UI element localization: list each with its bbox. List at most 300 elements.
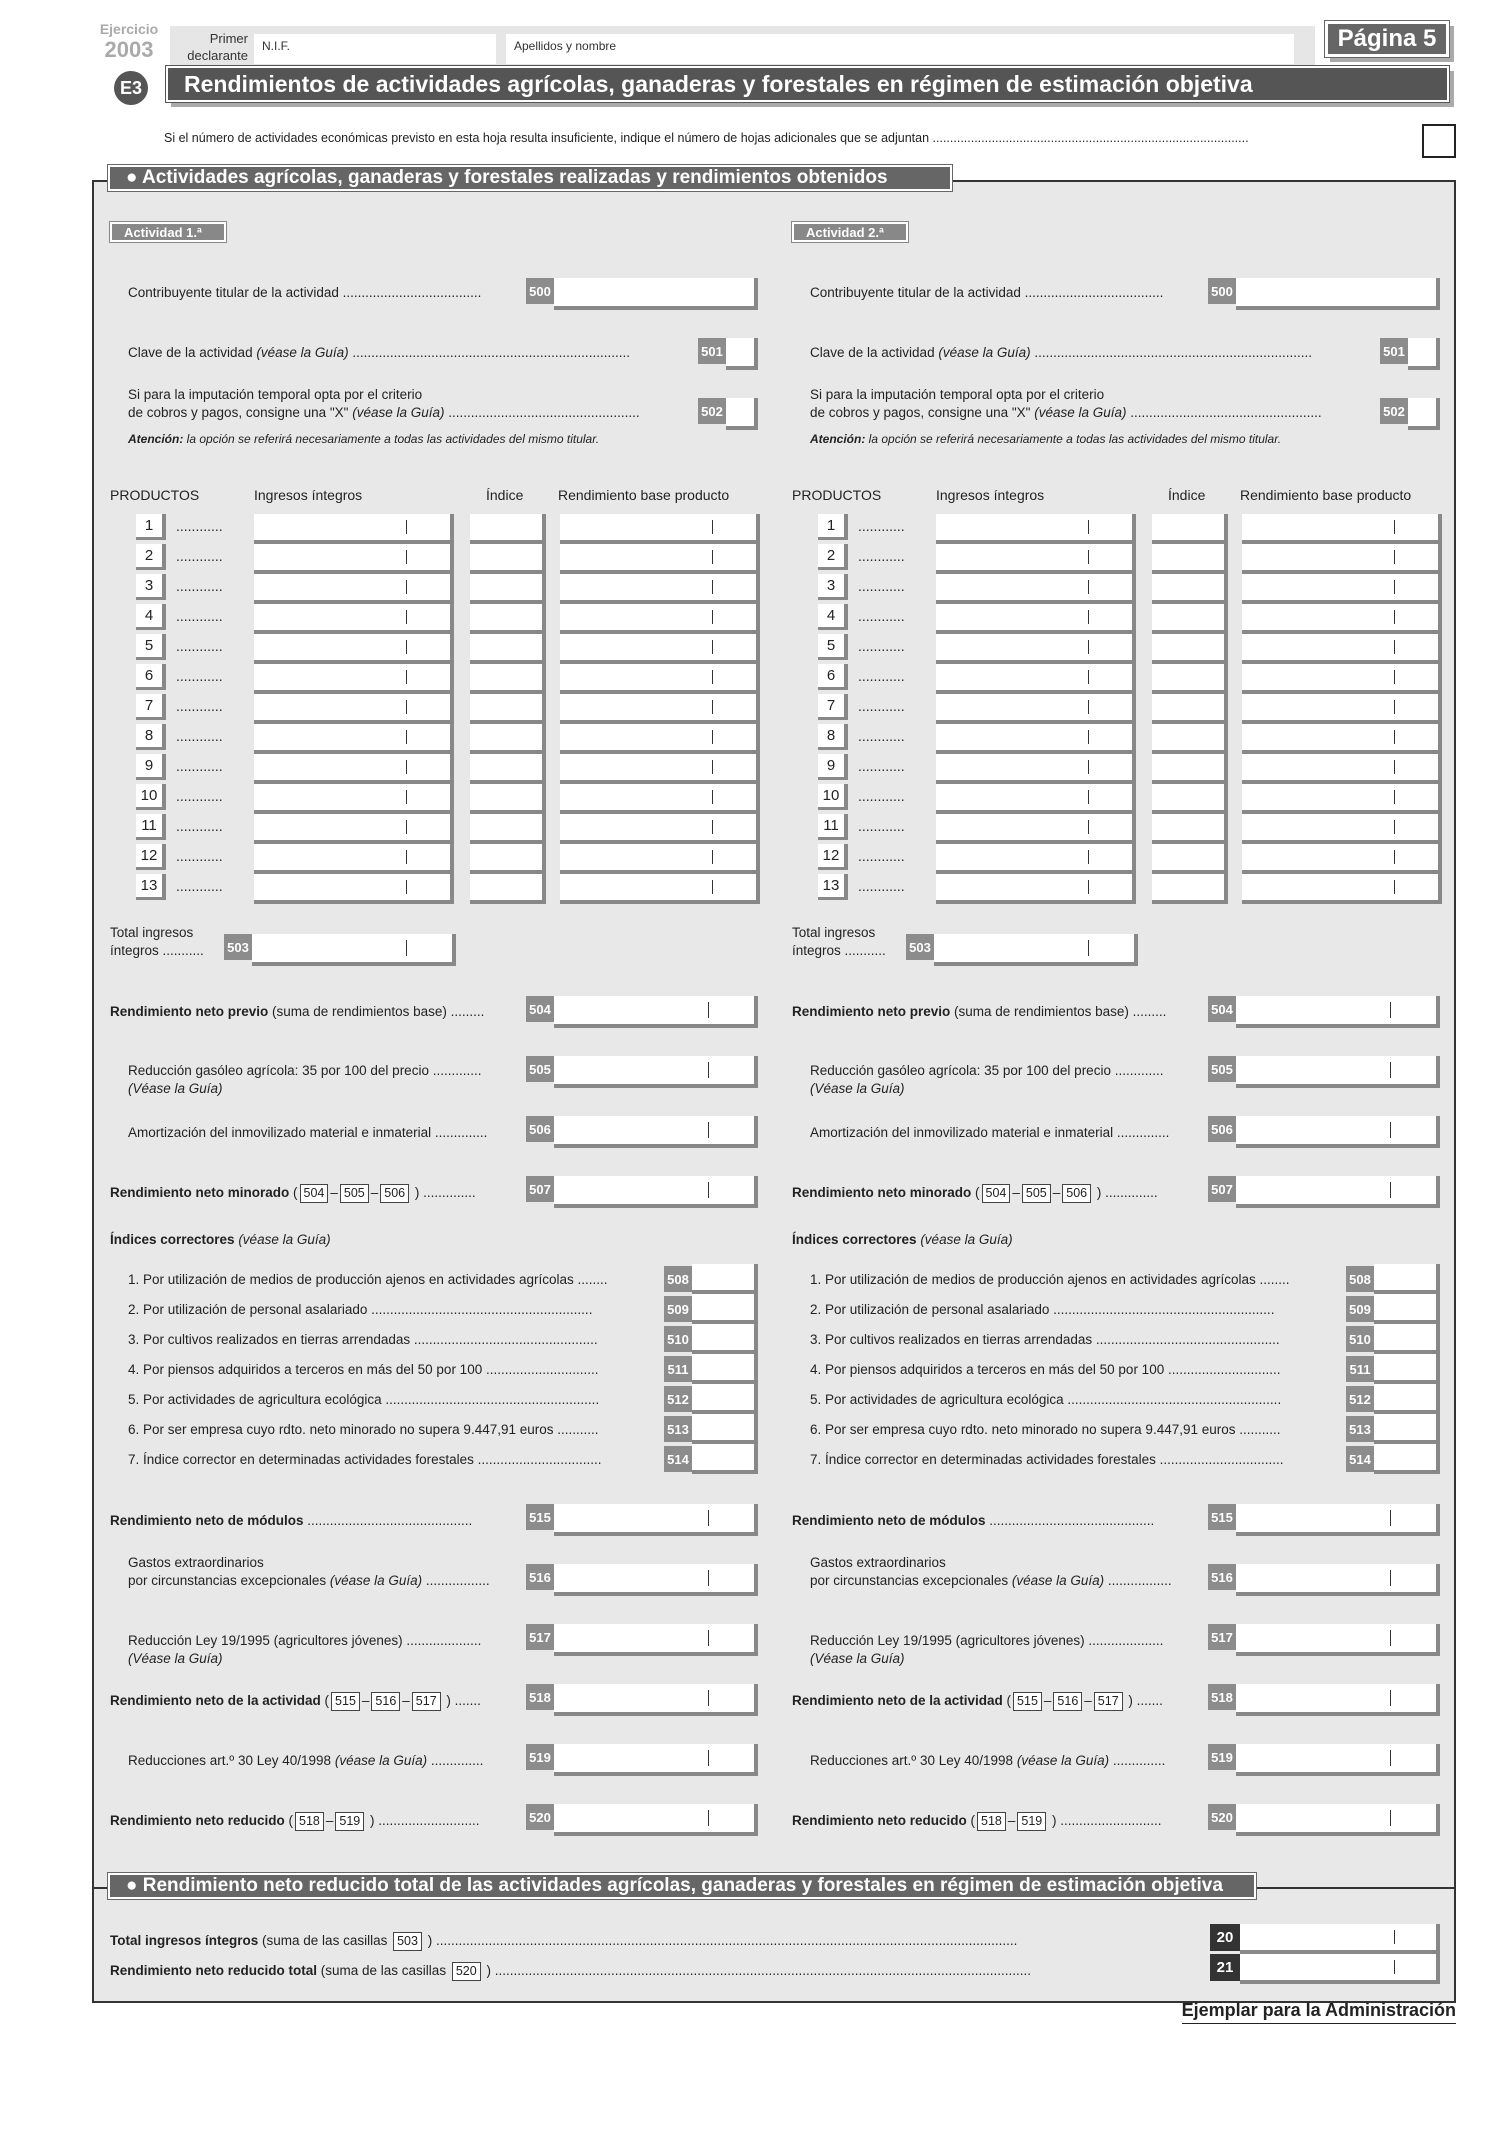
imputacion-label-2: de cobros y pagos, consigne una "X" (véase la Guía) ................................................... (128, 405, 640, 420)
activity-1-indice-row-6[interactable] (470, 664, 546, 694)
activity-1-rendimiento-row-13[interactable] (560, 874, 760, 904)
box-code-500: 500 (1208, 278, 1236, 304)
activity-1-ingresos-row-12[interactable] (254, 844, 454, 874)
product-number: 3 (818, 574, 848, 600)
activity-2-rendimiento-row-3[interactable] (1242, 574, 1442, 604)
product-name-dots: ............ (858, 518, 905, 534)
product-name-dots: ............ (858, 728, 905, 744)
activity-1-rendimiento-row-6[interactable] (560, 664, 760, 694)
activity-1-indice-row-4[interactable] (470, 604, 546, 634)
activity-1-indice-row-7[interactable] (470, 694, 546, 724)
activity-2-reducciones-field[interactable] (1236, 1744, 1440, 1776)
rendimiento-neto-reducido-label: Rendimiento neto reducido ( 518 – 519 ) ........................... (792, 1812, 1162, 1831)
activity-1-indice-corrector-5-field[interactable] (692, 1384, 758, 1414)
box-code-507: 507 (526, 1176, 554, 1202)
indice-corrector-label-5: 5. Por actividades de agricultura ecológica ......................................................... (128, 1392, 600, 1407)
activity-1-indice-row-9[interactable] (470, 754, 546, 784)
box-code-506: 506 (526, 1116, 554, 1142)
product-name-dots: ............ (176, 818, 223, 834)
reduccion-ley-label: Reducción Ley 19/1995 (agricultores jóvenes) .................... (810, 1633, 1164, 1648)
activity-2-ingresos-row-9[interactable] (936, 754, 1136, 784)
activity-2-rendimiento-row-4[interactable] (1242, 604, 1442, 634)
box-code-517: 517 (526, 1624, 554, 1650)
clave-label: Clave de la actividad (véase la Guía) .......................................................................... (810, 345, 1312, 360)
activity-1-indice-corrector-3-field[interactable] (692, 1324, 758, 1354)
page-number: Página 5 (1325, 21, 1449, 57)
product-name-dots: ............ (858, 698, 905, 714)
activity-2-rendimiento-modulos-field[interactable] (1236, 1504, 1440, 1536)
activity-1-indice-row-1[interactable] (470, 514, 546, 544)
indices-correctores-heading: Índices correctores (véase la Guía) (110, 1232, 331, 1247)
ref-503: 503 (393, 1932, 422, 1951)
product-number: 8 (818, 724, 848, 750)
apellidos-field[interactable] (506, 34, 1294, 64)
clave-label: Clave de la actividad (véase la Guía) .......................................................................... (128, 345, 630, 360)
vease-guia-note: (Véase la Guía) (128, 1081, 223, 1096)
box-code-510: 510 (664, 1326, 692, 1352)
titular-label: Contribuyente titular de la actividad ..................................... (810, 285, 1164, 300)
activity-2-rendimiento-row-6[interactable] (1242, 664, 1442, 694)
total-ingresos-label-2: íntegros ........... (110, 943, 204, 958)
box-code-517: 517 (1208, 1624, 1236, 1650)
activity-2-ingresos-row-4[interactable] (936, 604, 1136, 634)
total-section-title: ● Rendimiento neto reducido total de las actividades agrícolas, ganaderas y forestales en régimen de estimación objetiva (108, 1873, 1256, 1899)
product-name-dots: ............ (176, 638, 223, 654)
activity-1-rendimiento-row-3[interactable] (560, 574, 760, 604)
product-name-dots: ............ (176, 698, 223, 714)
activity-1-rendimiento-row-9[interactable] (560, 754, 760, 784)
activity-1-reduccion-ley-field[interactable] (554, 1624, 758, 1656)
gastos-extraordinarios-label-2: por circunstancias excepcionales (véase la Guía) ................. (128, 1573, 490, 1588)
atencion-note: Atención: la opción se referirá necesariamente a todas las actividades del mismo titular. (810, 432, 1282, 446)
rendimiento-neto-reducido-label: Rendimiento neto reducido ( 518 – 519 ) ........................... (110, 1812, 480, 1831)
product-name-dots: ............ (858, 758, 905, 774)
atencion-note: Atención: la opción se referirá necesariamente a todas las actividades del mismo titular. (128, 432, 600, 446)
box-code-512: 512 (1346, 1386, 1374, 1412)
box-code-506: 506 (1208, 1116, 1236, 1142)
amortizacion-label: Amortización del inmovilizado material e inmaterial .............. (128, 1125, 488, 1140)
product-number: 12 (136, 844, 166, 870)
activity-1-rendimiento-row-12[interactable] (560, 844, 760, 874)
activity-2-indice-corrector-6-field[interactable] (1374, 1414, 1440, 1444)
apellidos-label: Apellidos y nombre (514, 39, 617, 53)
box-code-520: 520 (1208, 1804, 1236, 1830)
box-code-513: 513 (664, 1416, 692, 1442)
product-number: 8 (136, 724, 166, 750)
activity-1-ingresos-row-6[interactable] (254, 664, 454, 694)
product-name-dots: ............ (176, 518, 223, 534)
activity-2-rendimiento-row-9[interactable] (1242, 754, 1442, 784)
product-number: 6 (818, 664, 848, 690)
box-code-504: 504 (1208, 996, 1236, 1022)
box-code-502: 502 (1380, 398, 1408, 424)
box-code-512: 512 (664, 1386, 692, 1412)
box-code-505: 505 (526, 1056, 554, 1082)
box-code-503: 503 (906, 934, 934, 960)
activity-2-rendimiento-row-10[interactable] (1242, 784, 1442, 814)
product-name-dots: ............ (176, 728, 223, 744)
product-number: 2 (136, 544, 166, 570)
ejercicio-label: Ejercicio (99, 21, 159, 37)
activity-2-reduccion-gasoleo-field[interactable] (1236, 1056, 1440, 1088)
activity-2-indice-row-6[interactable] (1152, 664, 1228, 694)
box-code-501: 501 (698, 338, 726, 364)
activity-2-indice-corrector-3-field[interactable] (1374, 1324, 1440, 1354)
product-name-dots: ............ (858, 818, 905, 834)
activity-2-rendimiento-row-13[interactable] (1242, 874, 1442, 904)
activity-2-indice-row-4[interactable] (1152, 604, 1228, 634)
activity-1-ingresos-row-7[interactable] (254, 694, 454, 724)
box-code-511: 511 (664, 1356, 692, 1382)
total-ingresos-label-1: Total ingresos (110, 925, 194, 940)
activity-2-indice-row-12[interactable] (1152, 844, 1228, 874)
box-code-514: 514 (664, 1446, 692, 1472)
product-name-dots: ............ (176, 608, 223, 624)
reducciones-label: Reducciones art.º 30 Ley 40/1998 (véase la Guía) .............. (128, 1753, 484, 1768)
indice-corrector-label-3: 3. Por cultivos realizados en tierras arrendadas ................................................. (810, 1332, 1280, 1347)
product-number: 10 (136, 784, 166, 810)
activity-1-indice-corrector-2-field[interactable] (692, 1294, 758, 1324)
activity-1-rendimiento-row-4[interactable] (560, 604, 760, 634)
product-number: 11 (818, 814, 848, 840)
footer-copy-label: Ejemplar para la Administración (1182, 2000, 1456, 2024)
activity-1-ingresos-row-4[interactable] (254, 604, 454, 634)
activity-1-indice-row-10[interactable] (470, 784, 546, 814)
box-code-518: 518 (1208, 1684, 1236, 1710)
box-code-505: 505 (1208, 1056, 1236, 1082)
activity-2-ingresos-row-7[interactable] (936, 694, 1136, 724)
activity-2-indice-row-8[interactable] (1152, 724, 1228, 754)
total-ingresos-label: Total ingresos íntegros (suma de las casillas 503 ) ........................................................................................................................................................... (110, 1932, 1017, 1951)
productos-header: PRODUCTOS (792, 487, 882, 503)
activity-2-indice-row-1[interactable] (1152, 514, 1228, 544)
product-number: 3 (136, 574, 166, 600)
activity-1-tab: Actividad 1.ª (110, 222, 226, 242)
activity-1-rendimiento-minorado-field[interactable] (554, 1176, 758, 1208)
total-rnr-field[interactable] (1240, 1954, 1440, 1984)
activity-2-total-ingresos-field[interactable] (934, 934, 1138, 966)
product-number: 2 (818, 544, 848, 570)
activity-2-rendimiento-row-7[interactable] (1242, 694, 1442, 724)
box-code-503: 503 (224, 934, 252, 960)
indice-corrector-label-4: 4. Por piensos adquiridos a terceros en más del 50 por 100 .............................. (810, 1362, 1281, 1377)
activity-1-indice-row-13[interactable] (470, 874, 546, 904)
activity-1-indice-corrector-4-field[interactable] (692, 1354, 758, 1384)
activity-1-rendimiento-row-5[interactable] (560, 634, 760, 664)
indice-header: Índice (486, 487, 524, 503)
product-name-dots: ............ (858, 608, 905, 624)
box-code-500: 500 (526, 278, 554, 304)
rendimiento-neto-actividad-label: Rendimiento neto de la actividad ( 515 – 516 – 517 ) ....... (792, 1692, 1163, 1711)
activity-1-total-ingresos-field[interactable] (252, 934, 456, 966)
box-code-519: 519 (526, 1744, 554, 1770)
indice-corrector-label-2: 2. Por utilización de personal asalariado ........................................................... (128, 1302, 593, 1317)
box-code-507: 507 (1208, 1176, 1236, 1202)
product-number: 6 (136, 664, 166, 690)
product-number: 4 (136, 604, 166, 630)
activity-2-indice-row-11[interactable] (1152, 814, 1228, 844)
activity-2-rendimiento-reducido-field[interactable] (1236, 1804, 1440, 1836)
activity-1-clave-field[interactable] (726, 338, 758, 370)
activity-1-titular-field[interactable] (554, 278, 758, 310)
activity-1-indice-row-8[interactable] (470, 724, 546, 754)
product-name-dots: ............ (176, 788, 223, 804)
ingresos-header: Ingresos íntegros (254, 487, 363, 503)
activity-1-ingresos-row-3[interactable] (254, 574, 454, 604)
indice-corrector-label-7: 7. Índice corrector en determinadas actividades forestales ................................. (128, 1452, 602, 1467)
page-title: Rendimientos de actividades agrícolas, ganaderas y forestales en régimen de estimación objetiva (166, 66, 1449, 102)
product-number: 13 (136, 874, 166, 900)
product-name-dots: ............ (858, 878, 905, 894)
activity-2-ingresos-row-3[interactable] (936, 574, 1136, 604)
product-name-dots: ............ (176, 848, 223, 864)
activity-1-ingresos-row-11[interactable] (254, 814, 454, 844)
product-number: 7 (136, 694, 166, 720)
reducciones-label: Reducciones art.º 30 Ley 40/1998 (véase la Guía) .............. (810, 1753, 1166, 1768)
box-code-516: 516 (1208, 1564, 1236, 1590)
box-code-520: 520 (526, 1804, 554, 1830)
vease-guia-note: (Véase la Guía) (810, 1651, 905, 1666)
total-ingresos-field[interactable] (1240, 1924, 1440, 1954)
amortizacion-label: Amortización del inmovilizado material e inmaterial .............. (810, 1125, 1170, 1140)
rendimiento-base-header: Rendimiento base producto (558, 487, 730, 503)
rendimiento-base-header: Rendimiento base producto (1240, 487, 1412, 503)
box-code-508: 508 (1346, 1266, 1374, 1292)
activity-2-ingresos-row-6[interactable] (936, 664, 1136, 694)
activity-2-indice-row-2[interactable] (1152, 544, 1228, 574)
box-code-504: 504 (526, 996, 554, 1022)
gastos-extraordinarios-label-1: Gastos extraordinarios (810, 1555, 946, 1570)
activity-1-gastos-extraordinarios-field[interactable] (554, 1564, 758, 1596)
activity-2-indice-row-13[interactable] (1152, 874, 1228, 904)
activity-2-indice-row-10[interactable] (1152, 784, 1228, 814)
activity-1-rendimiento-actividad-field[interactable] (554, 1684, 758, 1716)
rendimiento-neto-previo-label: Rendimiento neto previo (suma de rendimientos base) ......... (792, 1004, 1167, 1019)
product-name-dots: ............ (858, 848, 905, 864)
product-number: 12 (818, 844, 848, 870)
product-number: 4 (818, 604, 848, 630)
product-name-dots: ............ (858, 788, 905, 804)
activity-1-cobros-pagos-checkbox[interactable] (726, 398, 758, 430)
product-number: 9 (818, 754, 848, 780)
activity-2-titular-field[interactable] (1236, 278, 1440, 310)
product-name-dots: ............ (858, 578, 905, 594)
box-code-509: 509 (1346, 1296, 1374, 1322)
activity-1-ingresos-row-8[interactable] (254, 724, 454, 754)
box-code-519: 519 (1208, 1744, 1236, 1770)
imputacion-label-2: de cobros y pagos, consigne una "X" (véase la Guía) ................................................... (810, 405, 1322, 420)
primer-declarante-label: Primer declarante (187, 31, 248, 63)
activity-1-indice-row-2[interactable] (470, 544, 546, 574)
activity-1-ingresos-row-13[interactable] (254, 874, 454, 904)
activity-2-indice-corrector-7-field[interactable] (1374, 1444, 1440, 1474)
product-number: 5 (818, 634, 848, 660)
activity-1-reducciones-field[interactable] (554, 1744, 758, 1776)
activity-1-indice-row-5[interactable] (470, 634, 546, 664)
indices-correctores-heading: Índices correctores (véase la Guía) (792, 1232, 1013, 1247)
indice-corrector-label-4: 4. Por piensos adquiridos a terceros en más del 50 por 100 .............................. (128, 1362, 599, 1377)
indice-corrector-label-2: 2. Por utilización de personal asalariado ........................................................... (810, 1302, 1275, 1317)
activity-1-rendimiento-row-8[interactable] (560, 724, 760, 754)
box-code-513: 513 (1346, 1416, 1374, 1442)
activity-2-rendimiento-actividad-field[interactable] (1236, 1684, 1440, 1716)
activity-1-rendimiento-reducido-field[interactable] (554, 1804, 758, 1836)
activity-2-rendimiento-row-11[interactable] (1242, 814, 1442, 844)
indice-corrector-label-3: 3. Por cultivos realizados en tierras arrendadas ................................................. (128, 1332, 598, 1347)
indice-corrector-label-5: 5. Por actividades de agricultura ecológica ......................................................... (810, 1392, 1282, 1407)
activity-2-rendimiento-previo-field[interactable] (1236, 996, 1440, 1028)
product-name-dots: ............ (858, 548, 905, 564)
activity-2-ingresos-row-5[interactable] (936, 634, 1136, 664)
product-name-dots: ............ (176, 668, 223, 684)
section-code-badge: E3 (114, 71, 148, 105)
imputacion-label-1: Si para la imputación temporal opta por el criterio (128, 387, 423, 402)
activity-1-rendimiento-row-10[interactable] (560, 784, 760, 814)
activity-1-indice-row-11[interactable] (470, 814, 546, 844)
vease-guia-note: (Véase la Guía) (810, 1081, 905, 1096)
activity-2-ingresos-row-1[interactable] (936, 514, 1136, 544)
activity-1-indice-row-12[interactable] (470, 844, 546, 874)
activity-1-rendimiento-previo-field[interactable] (554, 996, 758, 1028)
reduccion-gasoleo-label: Reducción gasóleo agrícola: 35 por 100 del precio ............. (128, 1063, 482, 1078)
activity-2-rendimiento-minorado-field[interactable] (1236, 1176, 1440, 1208)
box-code-510: 510 (1346, 1326, 1374, 1352)
rendimiento-neto-modulos-label: Rendimiento neto de módulos ............................................ (792, 1513, 1155, 1528)
product-name-dots: ............ (176, 758, 223, 774)
box-code-516: 516 (526, 1564, 554, 1590)
activity-1-ingresos-row-1[interactable] (254, 514, 454, 544)
box-code-515: 515 (526, 1504, 554, 1530)
product-number: 9 (136, 754, 166, 780)
imputacion-label-1: Si para la imputación temporal opta por el criterio (810, 387, 1105, 402)
activity-1-rendimiento-row-7[interactable] (560, 694, 760, 724)
vease-guia-note: (Véase la Guía) (128, 1651, 223, 1666)
activity-2-ingresos-row-11[interactable] (936, 814, 1136, 844)
gastos-extraordinarios-label-1: Gastos extraordinarios (128, 1555, 264, 1570)
activity-2-rendimiento-row-1[interactable] (1242, 514, 1442, 544)
activity-1-ingresos-row-10[interactable] (254, 784, 454, 814)
box-code-508: 508 (664, 1266, 692, 1292)
activity-2-tab: Actividad 2.ª (792, 222, 908, 242)
titular-label: Contribuyente titular de la actividad ..................................... (128, 285, 482, 300)
activity-1-ingresos-row-5[interactable] (254, 634, 454, 664)
indice-corrector-label-7: 7. Índice corrector en determinadas actividades forestales ................................. (810, 1452, 1284, 1467)
indice-corrector-label-1: 1. Por utilización de medios de producción ajenos en actividades agrícolas ........ (810, 1272, 1290, 1287)
nif-label: N.I.F. (262, 39, 291, 53)
total-ingresos-label-1: Total ingresos (792, 925, 876, 940)
activity-1-amortizacion-field[interactable] (554, 1116, 758, 1148)
indice-header: Índice (1168, 487, 1206, 503)
indice-corrector-label-6: 6. Por ser empresa cuyo rdto. neto minorado no supera 9.447,91 euros ........... (128, 1422, 599, 1437)
rendimiento-neto-previo-label: Rendimiento neto previo (suma de rendimientos base) ......... (110, 1004, 485, 1019)
reduccion-gasoleo-label: Reducción gasóleo agrícola: 35 por 100 del precio ............. (810, 1063, 1164, 1078)
product-name-dots: ............ (858, 668, 905, 684)
activity-2-indice-corrector-4-field[interactable] (1374, 1354, 1440, 1384)
activity-2-rendimiento-row-5[interactable] (1242, 634, 1442, 664)
activity-2-clave-field[interactable] (1408, 338, 1440, 370)
product-number: 11 (136, 814, 166, 840)
product-name-dots: ............ (176, 878, 223, 894)
activity-1-ingresos-row-2[interactable] (254, 544, 454, 574)
activity-2-amortizacion-field[interactable] (1236, 1116, 1440, 1148)
ejercicio-year: 2003 (104, 37, 154, 62)
activity-2-reduccion-ley-field[interactable] (1236, 1624, 1440, 1656)
activity-1-indice-corrector-7-field[interactable] (692, 1444, 758, 1474)
activity-2-indice-row-3[interactable] (1152, 574, 1228, 604)
product-number: 10 (818, 784, 848, 810)
activity-1-ingresos-row-9[interactable] (254, 754, 454, 784)
product-number: 1 (136, 514, 166, 540)
activity-1-reduccion-gasoleo-field[interactable] (554, 1056, 758, 1088)
rendimiento-neto-modulos-label: Rendimiento neto de módulos ............................................ (110, 1513, 473, 1528)
activity-2-indice-corrector-1-field[interactable] (1374, 1264, 1440, 1294)
box-code-20: 20 (1210, 1924, 1240, 1951)
activity-1-indice-corrector-6-field[interactable] (692, 1414, 758, 1444)
activity-2-gastos-extraordinarios-field[interactable] (1236, 1564, 1440, 1596)
rendimiento-neto-actividad-label: Rendimiento neto de la actividad ( 515 – 516 – 517 ) ....... (110, 1692, 481, 1711)
indice-corrector-label-1: 1. Por utilización de medios de producción ajenos en actividades agrícolas ........ (128, 1272, 608, 1287)
gastos-extraordinarios-label-2: por circunstancias excepcionales (véase la Guía) ................. (810, 1573, 1172, 1588)
activity-2-ingresos-row-12[interactable] (936, 844, 1136, 874)
ingresos-header: Ingresos íntegros (936, 487, 1045, 503)
activity-1-indice-corrector-1-field[interactable] (692, 1264, 758, 1294)
activity-2-indice-corrector-2-field[interactable] (1374, 1294, 1440, 1324)
activity-2-cobros-pagos-checkbox[interactable] (1408, 398, 1440, 430)
activity-2-ingresos-row-10[interactable] (936, 784, 1136, 814)
total-ingresos-label-2: íntegros ........... (792, 943, 886, 958)
activity-2-ingresos-row-13[interactable] (936, 874, 1136, 904)
productos-header: PRODUCTOS (110, 487, 200, 503)
activity-2-indice-corrector-5-field[interactable] (1374, 1384, 1440, 1414)
box-code-515: 515 (1208, 1504, 1236, 1530)
product-name-dots: ............ (858, 638, 905, 654)
activity-2-ingresos-row-2[interactable] (936, 544, 1136, 574)
nif-field[interactable] (254, 34, 496, 64)
activity-2-indice-row-5[interactable] (1152, 634, 1228, 664)
activity-1-rendimiento-row-2[interactable] (560, 544, 760, 574)
reduccion-ley-label: Reducción Ley 19/1995 (agricultores jóvenes) .................... (128, 1633, 482, 1648)
indice-corrector-label-6: 6. Por ser empresa cuyo rdto. neto minorado no supera 9.447,91 euros ........... (810, 1422, 1281, 1437)
additional-sheets-field[interactable] (1422, 124, 1456, 158)
total-rnr-label: Rendimiento neto reducido total (suma de las casillas 520 ) ............................................................................................................................................... (110, 1962, 1031, 1981)
activity-2-indice-row-9[interactable] (1152, 754, 1228, 784)
activity-1-rendimiento-modulos-field[interactable] (554, 1504, 758, 1536)
product-number: 5 (136, 634, 166, 660)
activity-1-indice-row-3[interactable] (470, 574, 546, 604)
rendimiento-neto-minorado-label: Rendimiento neto minorado ( 504 – 505 – 506 ) .............. (792, 1184, 1158, 1203)
box-code-511: 511 (1346, 1356, 1374, 1382)
activity-1-rendimiento-row-11[interactable] (560, 814, 760, 844)
activity-2-rendimiento-row-12[interactable] (1242, 844, 1442, 874)
activity-1-rendimiento-row-1[interactable] (560, 514, 760, 544)
product-number: 13 (818, 874, 848, 900)
box-code-514: 514 (1346, 1446, 1374, 1472)
product-name-dots: ............ (176, 578, 223, 594)
box-code-501: 501 (1380, 338, 1408, 364)
product-name-dots: ............ (176, 548, 223, 564)
product-number: 7 (818, 694, 848, 720)
box-code-509: 509 (664, 1296, 692, 1322)
activity-2-ingresos-row-8[interactable] (936, 724, 1136, 754)
activity-2-rendimiento-row-2[interactable] (1242, 544, 1442, 574)
activities-section-title: ● Actividades agrícolas, ganaderas y forestales realizadas y rendimientos obtenidos (108, 165, 952, 191)
activity-2-indice-row-7[interactable] (1152, 694, 1228, 724)
notice-text: Si el número de actividades económicas previsto en esta hoja resulta insuficiente, indique el número de hojas adicionales que se adjuntan ........................................................................................... (164, 131, 1249, 145)
box-code-21: 21 (1210, 1954, 1240, 1981)
ref-520: 520 (452, 1962, 481, 1981)
activity-2-rendimiento-row-8[interactable] (1242, 724, 1442, 754)
box-code-502: 502 (698, 398, 726, 424)
